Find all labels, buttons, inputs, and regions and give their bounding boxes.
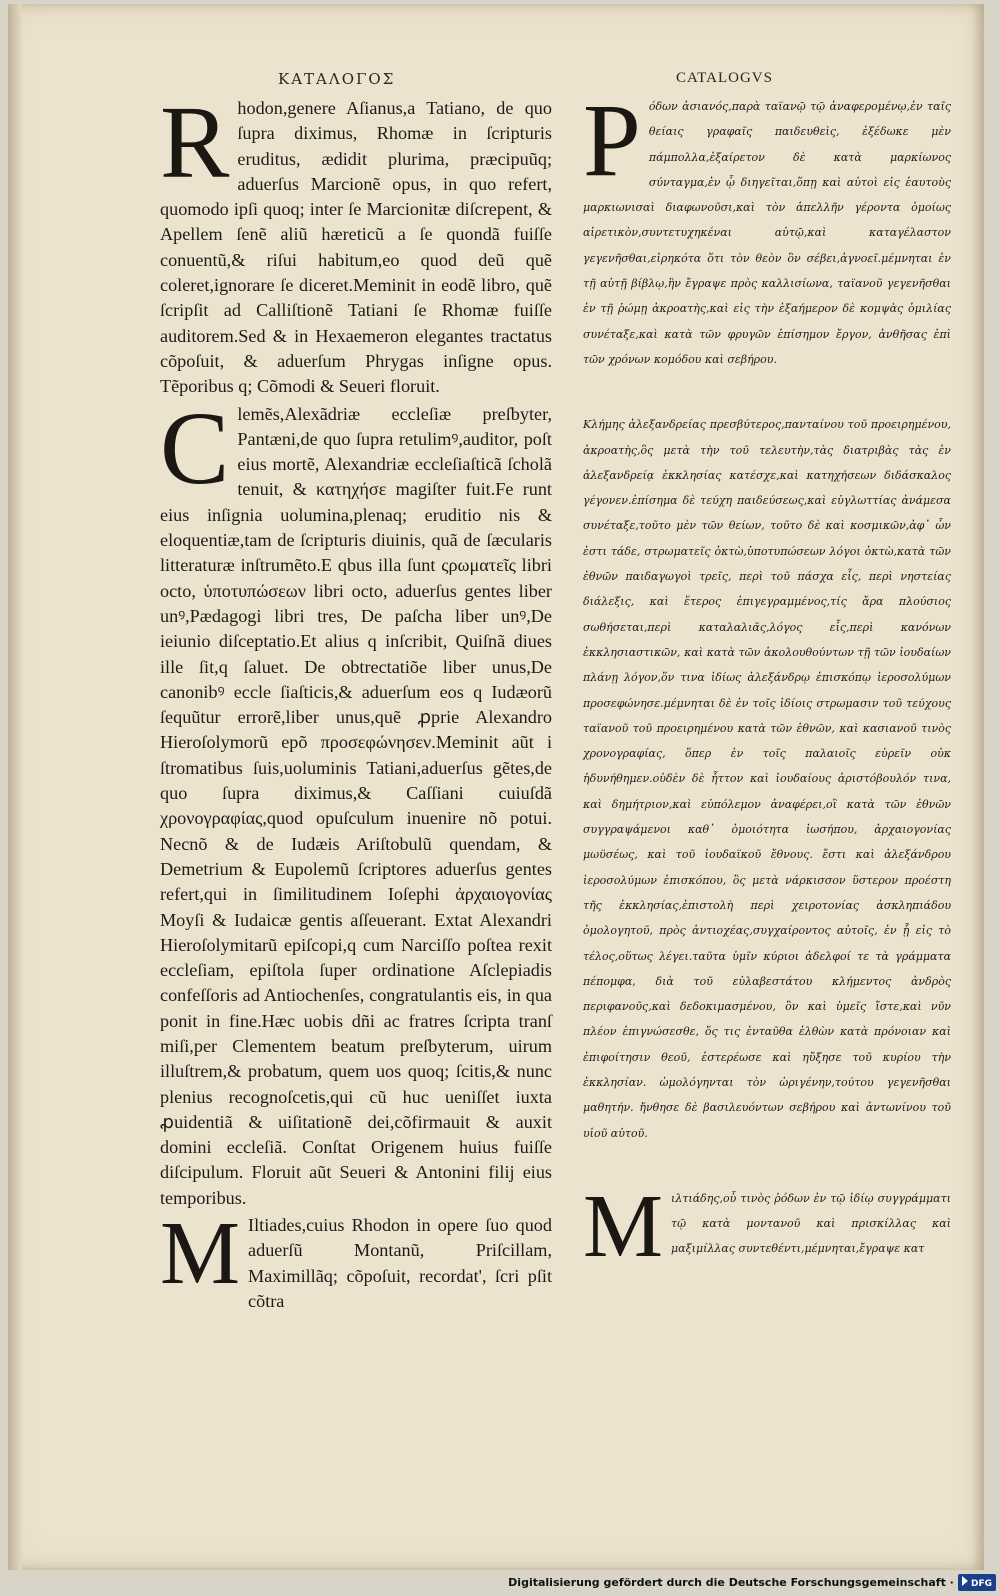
paragraph-text: lemẽs,Alexãdriæ eccleſiæ preſbyter, Pantæni,de quo ſupra retulimꝰ,auditor, poſt eius mortẽ, Alexandriæ eccleſiaſticã ſcholã tenuit, & κατηχήσε magiſter fuit.Fe runt eius inſignia uolumina,plenaq; eruditio nis & eloquentiæ,tam de ſcripturis diuinis, quã de ſæcularis litteraturæ inſtrumẽto.E qbus illa ſunt ςρωματεῖς libri octo, ὑποτυπώσεων libri octo, aduerſus gentes liber unꝰ,Pædagogi libri tres, De paſcha liber unꝰ,De ieiunio diſceptatio.Et alius q inſcribit, Quiſnã diues ille ſit,q ſaluet. De obtrectatiõe liber unus,De canonibꝰ eccle ſiaſticis,& aduerſum eos q Iudæorũ ſequũtur errorẽ,liber unus,quẽ ꝓprie Alexandro Hieroſolymorũ epõ προσεφώνησεν.Meminit aũt i ſtromatibus ſuis,uoluminis Tatiani,aduerſus gẽtes,de quo ſupra diximus,& Caſſiani cuiuſdã χρονογραφίας,quod opuſculum inuenire nõ potui. Necnõ & de Iudæis Ariſtobulũ quendam, & Demetrium & Eupolemũ ſcriptores aduerſus gentes refert,qui in ſimilitudinem Ioſephi ἀρχαιογονίας Moyſi & Iudaicæ gentis aſſeuerant. Extat Alexandri Hieroſolymitarũ epiſcopi,q cum Narciſſo poſtea rexit eccleſiam, epiſtola ſuper ordinatione Aſclepiadis confeſſoris ad Antiochenſes, congratulantis eis, in qua ponit in fine.Hæc uobis dñi ac fratres ſcripta tranſ miſi,per Clementem beatum preſbyterum, uirum illuſtrem,& probatum, quem uos quoq; ſcitis,& nunc plenius recognoſcetis,qui cũ huc ueniſſet iuxta ꝓuidentiã & uiſitationẽ dei,cõfirmauit & auxit domini eccleſiã. Conſtat Origenem huius fuiſſe diſcipulum. Floruit aũt Seueri & Antonini filij eius temporibus. (160, 403, 552, 1208)
dfg-label: DFG (970, 1578, 992, 1589)
digitization-footer (508, 1572, 996, 1592)
greek-paragraph-clemens (583, 412, 951, 1146)
header-greek: ΚΑΤΑΛΟΓΟΣ (278, 70, 396, 88)
drop-cap: M (160, 1204, 241, 1304)
drop-cap: C (160, 390, 230, 506)
greek-column (583, 83, 951, 1276)
latin-paragraph-clemens (160, 390, 552, 1212)
paragraph-text: όδων ἀσιανός,παρὰ ταϊανῷ τῷ ἀναφερομένῳ,ἐν ταῖς θείαις γραφαῖς παιδευθεὶς, ἐξέδωκε μὲν πάμπολλα,ἐξαίρετον δὲ κατὰ μαρκίωνος σύνταγμα,ἐν ᾧ διηγεῖται,ὅπῃ καὶ αὐτοὶ εἰς ἑαυτοὺς μαρκιωνισαὶ διαφωνοῦσι,καὶ τὸν ἀπελλῆν γέροντα ὁμοίως αἱρετικὸν,συντετυχηκέναι αὐτῷ,καὶ καταγέλαστον γεγενῆσθαι,εἰρηκότα ὅτι τὸν θεὸν ὃν σέβει,ἀγνοεῖ.μέμνηται ἐν τῇ αὐτῇ βίβλῳ,ἣν ἔγραψε πρὸς καλλισίωνα, ταϊανοῦ γεγενῆσθαι ἐν τῇ ῥώμῃ ἀκροατὴς,καὶ εἰς τὴν ἑξαήμερον δὲ κομψὰς ὁμιλίας συνέταξε,καὶ κατὰ τῶν φρυγῶν ἐπίσημον ἔργον, ἀνθῆσας ἐπὶ τῶν χρόνων κομόδου καὶ σεβήρου. (583, 100, 951, 366)
drop-cap: Μ (583, 1176, 664, 1276)
paragraph-text: ιλτιάδης,οὗ τινὸς ῥόδων ἐν τῷ ἰδίῳ συγγράμματι τῷ κατὰ μοντανοῦ καὶ πρισκίλλας καὶ μαξιμίλλας συντεθέντι,μέμνηται,ἔγραψε κατ (671, 1191, 951, 1256)
chevron-icon (962, 1576, 968, 1586)
page-gutter (8, 4, 22, 1570)
greek-paragraph-miltiades (583, 1176, 951, 1276)
paragraph-text: Κλήμης ἀλεξανδρείας πρεσβύτερος,πανταίνου τοῦ προειρημένου, ἀκροατὴς,ὃς μετὰ τὴν τοῦ τελευτὴν,τὰς διατριβὰς τὰς ἐν ἀλεξανδρείᾳ ἐκκλησίας κατέσχε,καὶ κατηχήσεων διδάσκαλος γέγονεν.ἐπίσημα δὲ τεύχη παιδεύσεως,καὶ εὐγλωττίας ἀνάμεσα συνέταξε,τοῦτο μὲν τῶν θείων, τοῦτο δὲ καὶ κοσμικῶν,ἀφ᾽ ὧν ἐστι τάδε, στρωματεῖς ὀκτὼ,ὑποτυπώσεων λόγοι ὀκτὼ,κατὰ τῶν ἐθνῶν παιδαγωγοὶ τρεῖς, περὶ τοῦ πάσχα εἷς, περὶ νηστείας διάλεξις, καὶ ἕτερος ἐπιγεγραμμένος,τίς ἄρα πλούσιος σωθήσεται,περὶ καταλαλιᾶς,λόγος εἷς,περὶ κανόνων ἐκκλησιαστικῶν, καὶ κατὰ τῶν ἀκολουθούντων τῇ τῶν ἰουδαίων πλάνῃ λόγον,ὅν τινα ἰδίως ἀλεξάνδρῳ ἐπισκόπῳ ἱεροσολύμων προσεφώνησε.μέμνηται δὲ ἐν τοῖς ἰδίοις στρωμασιν τοῦ τεύχους ταϊανοῦ τοῦ προειρημένου κατὰ τῶν ἐθνῶν, καὶ κασιανοῦ τινὸς χρονογραφίας, ὅπερ ἐν τοῖς παλαιοῖς εὑρεῖν οὐκ ἠδυνήθημεν.οὐδὲν δὲ ἧττον καὶ ἰουδαίους ἀριστόβουλόν τινα, καὶ δημήτριον,καὶ εὐπόλεμον ἀναφέρει,οἳ κατὰ τῶν ἐθνῶν συγγραψάμενοι καθ᾽ ὁμοιότητα ἰωσήπου, ἀρχαιογονίας μωϋσέως, καὶ τοῦ ἰουδαϊκοῦ ἔθνους. ἔστι καὶ ἀλεξάνδρου ἱεροσολύμων ἐπισκόπου, ὃς μετὰ νάρκισσον ὕστερον προέστη τῆς ἐκκλησίας,ἐπιστολὴ περὶ χειροτονίας ἀσκληπιάδου ὁμολογητοῦ, πρὸς ἀντιοχέας,συγχαίροντος αὐτοῖς, ἐν ᾗ εἰς τὸ τέλος,οὕτως λέγει.ταῦτα ὑμῖν κύριοι ἀδελφοί τε τὰ γράμματα πέπομφα, διὰ τοῦ εὐλαβεστάτου κλήμεντος ἀνδρὸς περιφανοῦς,καὶ δεδοκιμασμένου, ὃν καὶ ὑμεῖς ἴστε,καὶ νῦν πλέον ἐπιγνώσεσθε, ὅς τις ἐνταῦθα ἐλθὼν κατὰ πρόνοιαν καὶ ἐπιφοίτησιν θεοῦ, ἐστερέωσε καὶ ηὔξησε τοῦ κυρίου τὴν ἐκκλησίαν. ὡμολόγηνται τὸν ὠριγένην,τούτου γεγενῆσθαι μαθητήν. ἤνθησε δὲ βασιλευόντων σεβήρου καὶ ἀντωνίνου τοῦ υἱοῦ αὐτοῦ. (583, 418, 951, 1140)
latin-paragraph-miltiades (160, 1204, 552, 1314)
drop-cap: Ρ (583, 83, 641, 198)
latin-column (160, 85, 552, 1314)
book-page (8, 4, 984, 1570)
latin-paragraph-rhodon (160, 85, 552, 400)
header-latin: CATALOGVS (676, 70, 773, 86)
greek-paragraph-rhodon (583, 83, 951, 372)
footer-text: Digitalisierung gefördert durch die Deutsche Forschungsgemeinschaft · (508, 1575, 954, 1589)
paragraph-text: hodon,genere Aſianus,a Tatiano, de quo ſupra diximus, Rhomæ in ſcripturis eruditus, ædidit plurima, præcipuũq; aduerſus Marcionẽ opus, in quo refert, quomodo ipſi quoq; inter ſe Marcionitæ diſcrepent, & Apellem ſenẽ aliũ hæreticũ a ſe quondã fuiſſe conuentũ,& riſui habitum,eo quod deũ quẽ coleret,ignorare ſe diceret.Meminit in eodẽ libro, quẽ ſcripſit ad Calliſtionẽ Tatiani ſe Rhomæ fuiſſe auditorem.Sed & in Hexaemeron elegantes tractatus cõpoſuit, & aduerſum Phrygas inſigne opus. Tẽporibus q; Cõmodi & Seueri floruit. (160, 98, 552, 397)
paragraph-text: Iltiades,cuius Rhodon in opere ſuo quod aduerſũ Montanũ, Priſcillam, Maximillãq; cõpoſuit, recordat', ſcri pſit cõtra (248, 1215, 552, 1311)
drop-cap: R (160, 85, 230, 200)
dfg-logo (958, 1574, 996, 1591)
